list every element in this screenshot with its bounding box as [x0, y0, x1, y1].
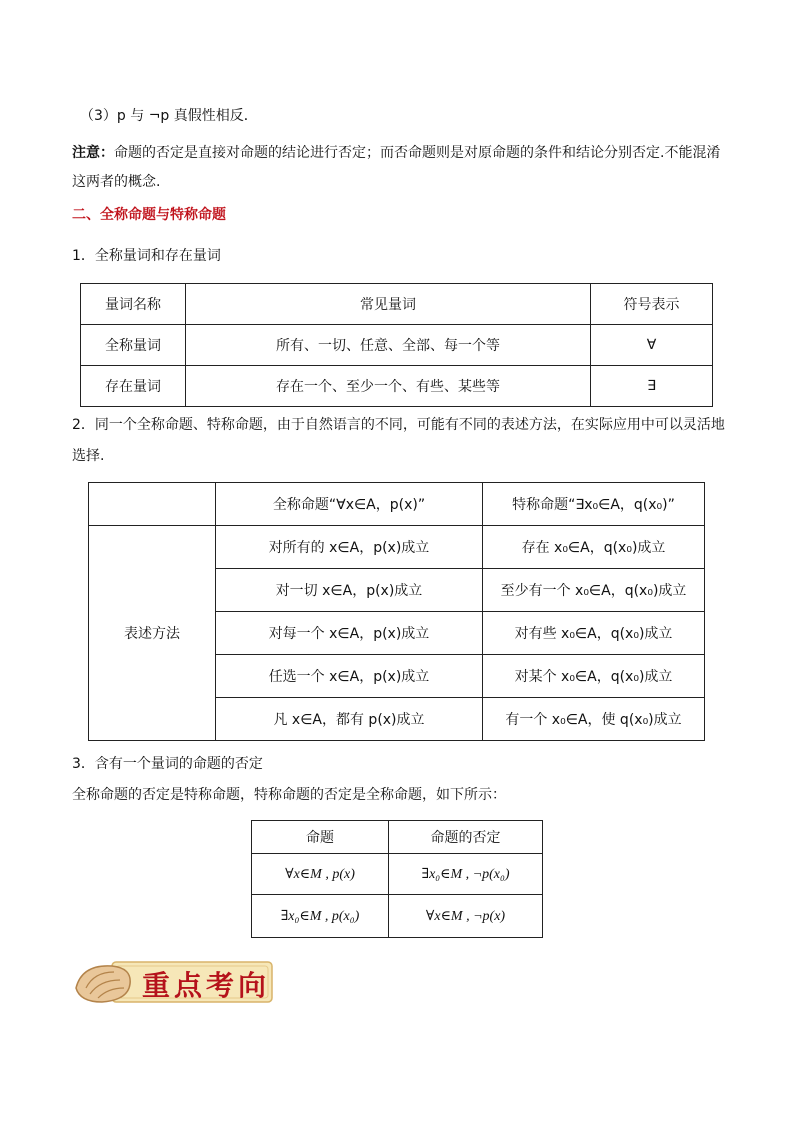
- table-header-cell: 命题: [252, 821, 389, 854]
- table-cell: 对某个 x₀∈A，q(x₀)成立: [483, 655, 705, 698]
- paragraph-3: 3．含有一个量词的命题的否定: [72, 756, 263, 772]
- table-header-row: [89, 483, 705, 526]
- table-cell: ∃: [591, 366, 713, 407]
- table-row: [252, 895, 543, 938]
- table-row: [89, 526, 705, 569]
- table-cell: 存在量词: [81, 366, 186, 407]
- table-header-cell: 常见量词: [186, 284, 591, 325]
- table-header-cell: 全称命题“∀x∈A，p(x)”: [216, 483, 483, 526]
- table-cell: 全称量词: [81, 325, 186, 366]
- paragraph-1: 1．全称量词和存在量词: [72, 248, 221, 264]
- table-cell: 存在一个、至少一个、有些、某些等: [186, 366, 591, 407]
- table-row: [252, 854, 543, 895]
- table-row: [81, 325, 713, 366]
- table-cell: 存在 x₀∈A，q(x₀)成立: [483, 526, 705, 569]
- table-header-cell: [89, 483, 216, 526]
- negation-table: [251, 820, 543, 938]
- key-direction-badge: [72, 958, 274, 1006]
- paragraph-3-desc: 全称命题的否定是特称命题，特称命题的否定是全称命题，如下所示：: [72, 787, 506, 803]
- quantifier-table: [80, 283, 713, 407]
- table-cell: 对有些 x₀∈A，q(x₀)成立: [483, 612, 705, 655]
- note-label: 注意：: [72, 145, 114, 161]
- item-3: （3）p 与 ¬p 真假性相反．: [80, 108, 258, 124]
- table-row: [81, 366, 713, 407]
- table-header-cell: 特称命题“∃x₀∈A，q(x₀)”: [483, 483, 705, 526]
- table-cell: 有一个 x₀∈A，使 q(x₀)成立: [483, 698, 705, 741]
- table-header-row: [81, 284, 713, 325]
- note-line-2: 这两者的概念.: [72, 174, 161, 190]
- table-cell: 任选一个 x∈A，p(x)成立: [216, 655, 483, 698]
- table-cell: 凡 x∈A，都有 p(x)成立: [216, 698, 483, 741]
- table-cell: ∃x₀∈M , ¬p(x₀): [389, 854, 543, 895]
- section-heading: 二、全称命题与特称命题: [72, 207, 226, 223]
- expression-table: [88, 482, 705, 741]
- paragraph-2-line-1: 2．同一个全称命题、特称命题，由于自然语言的不同，可能有不同的表述方法，在实际应用中可以灵活地: [72, 417, 725, 433]
- table-cell: 至少有一个 x₀∈A，q(x₀)成立: [483, 569, 705, 612]
- row-label-cell: 表述方法: [89, 526, 216, 741]
- table-header-cell: 量词名称: [81, 284, 186, 325]
- table-header-row: [252, 821, 543, 854]
- table-cell: ∀x∈M , ¬p(x): [389, 895, 543, 938]
- note-line-1: [72, 143, 720, 163]
- table-cell: 对一切 x∈A，p(x)成立: [216, 569, 483, 612]
- table-cell: 所有、一切、任意、全部、每一个等: [186, 325, 591, 366]
- badge-text: 重点考向: [142, 969, 271, 1002]
- table-header-cell: 符号表示: [591, 284, 713, 325]
- table-cell: ∀x∈M , p(x): [252, 854, 389, 895]
- table-cell: 对每一个 x∈A，p(x)成立: [216, 612, 483, 655]
- table-cell: ∃x₀∈M , p(x₀): [252, 895, 389, 938]
- note-text: 命题的否定是直接对命题的结论进行否定；而否命题则是对原命题的条件和结论分别否定.不能混淆: [114, 145, 721, 161]
- table-cell: 对所有的 x∈A，p(x)成立: [216, 526, 483, 569]
- table-header-cell: 命题的否定: [389, 821, 543, 854]
- paragraph-2-line-2: 选择.: [72, 448, 105, 464]
- table-cell: ∀: [591, 325, 713, 366]
